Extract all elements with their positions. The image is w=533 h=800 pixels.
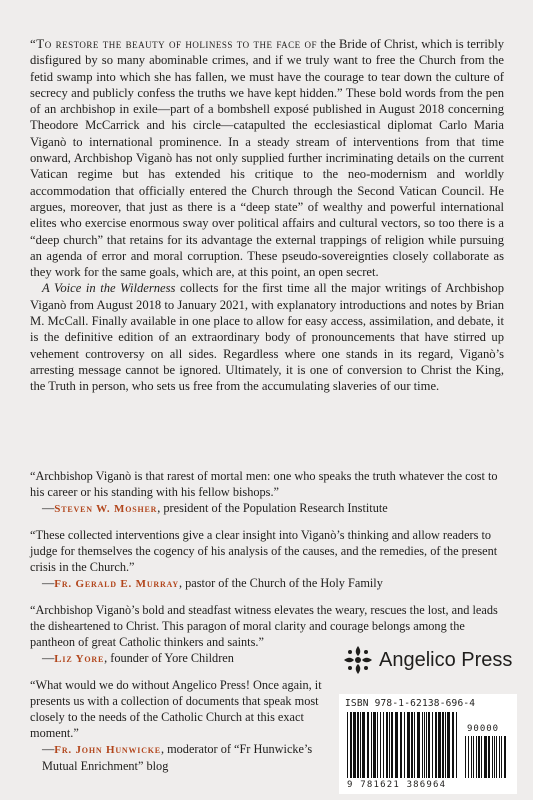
blurb-body-2: collects for the first time all the major writings of Archbishop Viganò from August 2018 to January 2021, with explanatory introductions and notes by Brian M. McCall. Finally available in one place to allow for easy access, assimilation, and debate, it is the definitive edition of an extraordinary body of pronouncements that have stirred up vehement controversy on all sides. Regardless where one stands in its regard, Viganò’s arresting message cannot be ignored. Ultimately, it is one of conversion to Christ the King, the Truth in person, who sets us free from the accumulating slaveries of our time.	[30, 281, 504, 394]
endorser-role: , founder of Yore Children	[104, 651, 234, 665]
endorsement-text: “What would we do without Angelico Press! Once again, it presents us with a collection of documents that speak most closely to the needs of the Catholic Church at this exact moment.”	[30, 678, 322, 740]
fleur-cross-icon	[343, 645, 373, 675]
endorsement-1	[30, 468, 504, 517]
price-supplement: 90000	[467, 724, 500, 734]
endorsement-text: “Archbishop Viganò is that rarest of mortal men: one who speaks the truth whatever the cost to his career or his standing with his fellow bishops.”	[30, 469, 498, 499]
endorser-role: , moderator of “Fr Hunwicke’s Mutual Enrichment” blog	[42, 742, 313, 773]
blurb-lead-in: “To restore the beauty of holiness to the face of	[30, 36, 318, 51]
isbn-label: ISBN 978-1-62138-696-4	[345, 698, 476, 709]
endorser-role: , president of the Population Research Institute	[157, 501, 388, 515]
endorser-role: , pastor of the Church of the Holy Family	[178, 576, 383, 590]
blurb-paragraph-2	[30, 280, 504, 394]
ean-barcode-bars	[347, 712, 459, 780]
endorsement-text: “Archbishop Viganò’s bold and steadfast witness elevates the weary, rescues the lost, and leads the disheartened to Christ. This paragon of moral clarity and courage belongs among the pantheon of great Catholic thinkers and saints.”	[30, 603, 498, 649]
endorsement-2	[30, 527, 504, 592]
blurb-paragraph-1	[30, 36, 504, 280]
endorsement-attribution: —Steven W. Mosher, president of the Population Research Institute	[42, 501, 388, 515]
isbn-barcode	[339, 694, 517, 794]
publisher-name: Angelico Press	[379, 649, 513, 671]
back-cover-blurb	[30, 36, 504, 395]
endorser-name: Liz Yore	[54, 653, 105, 665]
supplement-barcode-bars	[465, 736, 509, 778]
endorsement-attribution: —Liz Yore, founder of Yore Children	[42, 651, 234, 665]
endorsement-attribution: —Fr. Gerald E. Murray, pastor of the Church of the Holy Family	[42, 576, 383, 590]
ean-digits: 9 781621 386964	[347, 780, 447, 790]
endorsement-attribution: —Fr. John Hunwicke, moderator of “Fr Hunwicke’s Mutual Enrichment” blog	[42, 742, 313, 773]
endorser-name: Steven W. Mosher	[54, 503, 158, 515]
endorser-name: Fr. John Hunwicke	[54, 744, 161, 756]
blurb-body-1: the Bride of Christ, which is terribly disfigured by so many abominable crimes, and if we truly want to free the Church from the fetid swamp into which she has fallen, we must have the courage to tear down the culture of secrecy and publicly confess the truths we have kept hidden.” These bold words from the pen of an archbishop in exile—part of a bombshell exposé published in August 2018 concerning Theodore McCarrick and his circle—catapulted the ecclesiastical diplomat Carlo Maria Viganò to international prominence. In a steady stream of interventions from that time onward, Archbishop Viganò has not only supplied further incriminating details on the current Vatican regime but has extended his critique to the neo-modernism and worldly accommodation that officially entered the Church through the Second Vatican Council. He argues, moreover, that just as there is a “deep state” of wealthy and powerful international elites who exercise enormous sway over political affairs and cultural vectors, so too there is a “deep church” that retains for its advantage the external trappings of religion while pursuing an agenda of error and moral corruption. These pseudo-sovereignties closely collaborate as they work for the same goals, which are, at this point, an open secret.	[30, 37, 504, 280]
publisher-logo	[343, 645, 518, 677]
book-title: A Voice in the Wilderness	[42, 281, 176, 296]
endorser-name: Fr. Gerald E. Murray	[54, 578, 179, 590]
endorsement-text: “These collected interventions give a clear insight into Viganò’s thinking and allow readers to judge for themselves the cogency of his analysis of the causes, and the remedies, of the present crisis in the Church.”	[30, 528, 498, 574]
